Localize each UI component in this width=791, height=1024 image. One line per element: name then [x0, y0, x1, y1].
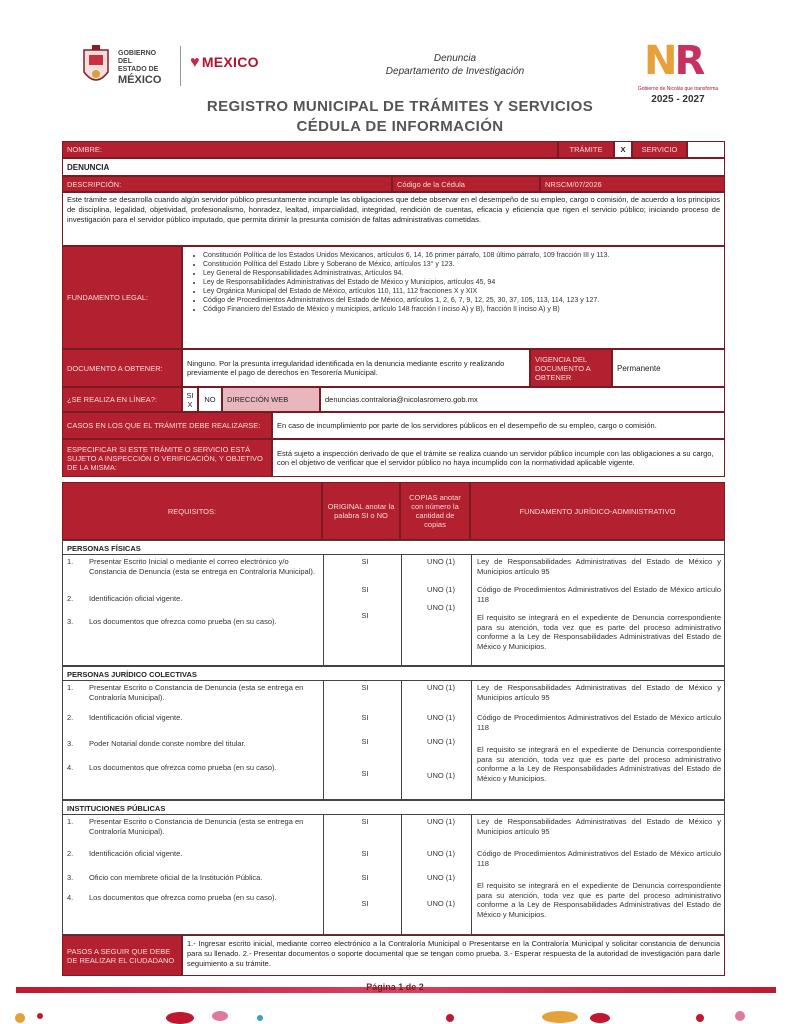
requirement-text: Presentar Escrito o Constancia de Denuncia (esta se entrega en Contraloría Municipal).	[89, 683, 304, 702]
original-value: SI	[361, 557, 369, 566]
row-number: 3.	[67, 873, 74, 882]
requirement-text: Poder Notarial donde conste nombre del titular.	[89, 739, 246, 748]
codigo-label: Código de la Cédula	[392, 176, 540, 192]
tramite-mark: X	[614, 141, 632, 158]
fundamento-text: Código de Procedimientos Administrativos del Estado de México artículo 118	[477, 713, 721, 732]
row-number: 3.	[67, 617, 74, 626]
row-number: 2.	[67, 713, 74, 722]
column-divider	[323, 680, 324, 800]
copias-value: UNO (1)	[427, 585, 455, 594]
row-number: 1.	[67, 817, 74, 826]
requirement-text: Los documentos que ofrezca como prueba (en su caso).	[89, 617, 277, 626]
casos-text: En caso de incumplimiento por parte de los servidores públicos en el desempeño de su empleo, cargo o comisión.	[272, 412, 725, 439]
documento-label: DOCUMENTO A OBTENER:	[62, 349, 182, 387]
fundamento-text: Código de Procedimientos Administrativos del Estado de México artículo 118	[477, 849, 721, 868]
inspeccion-label: ESPECIFICAR SI ESTE TRÁMITE O SERVICIO ESTÁ SUJETO A INSPECCIÓN O VERIFICACIÓN, Y OBJETIVO DE LA MISMA:	[62, 439, 272, 477]
fundamento-text: El requisito se integrará en el expediente de Denuncia correspondiente para su atención, toda vez que es parte del proceso administrativo conforme a la Ley de Responsabilidades Administrativas del Estado de México y Municipios.	[477, 881, 721, 919]
tramite-label: TRÁMITE	[558, 141, 614, 158]
descripcion-text: Este trámite se desarrolla cuando algún servidor público presuntamente incumple las obligaciones que debe observar en el desempeño de su empleo, cargo o comisión, de acuerdo a los principios de disciplina, legalidad, objetividad, profesionalismo, honradez, lealtad, imparcialidad, integridad, rendición de cuentas, eficacia y eficiencia que rigen el servicio público; iniciando proceso de investigación para el servidor público imputado, que permita dirimir la presunta comisión de faltas administrativas cometidas.	[62, 192, 725, 246]
direccion-value: denuncias.contraloria@nicolasromero.gob.mx	[320, 387, 725, 412]
copias-value: UNO (1)	[427, 849, 455, 858]
descripcion-label: DESCRIPCIÓN:	[62, 176, 392, 192]
servicio-label: SERVICIO	[632, 141, 687, 158]
requirements-section	[62, 540, 725, 666]
fundamento-item: • Código Financiero del Estado de México y municipios, artículo 148 fracción I inciso A) y B), fracción II inciso A) y B)	[203, 305, 720, 314]
requisitos-header: REQUISITOS:	[62, 482, 322, 540]
original-value: SI	[361, 611, 369, 620]
fundamento-juridico-header: FUNDAMENTO JURÍDICO-ADMINISTRATIVO	[470, 482, 725, 540]
mexico-logo: ♥ MEXICO	[190, 54, 259, 71]
pasos-text: 1.- Ingresar escrito inicial, mediante correo electrónico a la Contraloría Municipal o Presentarse en la Contraloría Municipal y solicitar constancia de denuncia para su llenado. 2.- Presentar documentos o soporte documental que se tengan como prueba. 3.- Esperar respuesta de la autoridad de investigación para darle seguimiento a su trámite.	[182, 935, 725, 976]
footer-decoration	[0, 1004, 791, 1024]
column-divider	[323, 814, 324, 935]
nombre-value: DENUNCIA	[62, 158, 725, 176]
section-title: INSTITUCIONES PÚBLICAS	[67, 804, 166, 813]
nombre-label: NOMBRE:	[62, 141, 558, 158]
original-value: SI	[361, 769, 369, 778]
fundamento-item: • Ley Orgánica Municipal del Estado de México, artículos 110, 111, 112 fracciones X y XIX	[203, 287, 720, 296]
original-value: SI	[361, 585, 369, 594]
copias-value: UNO (1)	[427, 737, 455, 746]
fundamento-text: Ley de Responsabilidades Administrativas del Estado de México y Municipios artículo 95	[477, 683, 721, 702]
requirements-section	[62, 800, 725, 935]
copias-value: UNO (1)	[427, 557, 455, 566]
requirement-text: Identificación oficial vigente.	[89, 594, 183, 603]
copias-header: COPIAS anotar con número la cantidad de copias	[400, 482, 470, 540]
original-value: SI	[361, 899, 369, 908]
servicio-mark	[687, 141, 725, 158]
original-value: SI	[361, 873, 369, 882]
page-title: REGISTRO MUNICIPAL DE TRÁMITES Y SERVICIOS	[206, 98, 594, 115]
vigencia-value: Permanente	[612, 349, 725, 387]
page-number: Página 1 de 2	[366, 982, 424, 992]
copias-value: UNO (1)	[427, 873, 455, 882]
row-number: 1.	[67, 557, 74, 566]
fundamento-item: • Ley de Responsabilidades Administrativas del Estado de México y Municipios, artículos 45, 94	[203, 278, 720, 287]
inspeccion-text: Está sujeto a inspección derivado de que el trámite se realiza cuando un servidor público incumple con las obligaciones a su cargo, con el objetivo de verificar que el servidor público no haya incumplido con la normatividad aplicable vigente.	[272, 439, 725, 477]
linea-label: ¿SE REALIZA EN LÍNEA?:	[62, 387, 182, 412]
fundamento-text: El requisito se integrará en el expediente de Denuncia correspondiente para su atención, toda vez que es parte del proceso administrativo conforme a la Ley de Responsabilidades Administrativas del Estado de México y Municipios.	[477, 745, 721, 783]
requirement-text: Los documentos que ofrezca como prueba (en su caso).	[89, 893, 277, 902]
requirement-text: Los documentos que ofrezca como prueba (en su caso).	[89, 763, 277, 772]
copias-value: UNO (1)	[427, 713, 455, 722]
original-value: SI	[361, 683, 369, 692]
copias-value: UNO (1)	[427, 899, 455, 908]
fundamento-list	[182, 246, 725, 349]
fundamento-label: FUNDAMENTO LEGAL:	[62, 246, 182, 349]
section-title: PERSONAS JURÍDICO COLECTIVAS	[67, 670, 197, 679]
original-value: SI	[361, 849, 369, 858]
copias-value: UNO (1)	[427, 683, 455, 692]
fundamento-item: • Constitución Política del Estado Libre y Soberano de México, artículos 13° y 123.	[203, 260, 720, 269]
requirement-text: Presentar Escrito Inicial o mediante el correo electrónico y/o Constancia de Denuncia (esta se entrega en Contraloría Municipal).	[89, 557, 315, 576]
section-divider	[63, 680, 725, 681]
original-header: ORIGINAL anotar la palabra SI o NO	[322, 482, 400, 540]
direccion-label: DIRECCIÓN WEB	[222, 387, 320, 412]
row-number: 1.	[67, 683, 74, 692]
requirement-text: Presentar Escrito o Constancia de Denuncia (esta se entrega en Contraloría Municipal).	[89, 817, 304, 836]
row-number: 3.	[67, 739, 74, 748]
fundamento-item: • Constitución Política de los Estados Unidos Mexicanos, artículos 6, 14, 16 primer párrafo, 108 último párrafo, 109 fracción III y 113.	[203, 251, 720, 260]
column-divider	[323, 554, 324, 666]
fundamento-item: • Código de Procedimientos Administrativos del Estado de México, artículos 1, 2, 6, 7, 9, 12, 25, 30, 37, 105, 113, 114, 123 y 127.	[203, 296, 720, 305]
requirements-section	[62, 666, 725, 800]
copias-value: UNO (1)	[427, 603, 455, 612]
fundamento-text: Ley de Responsabilidades Administrativas del Estado de México y Municipios artículo 95	[477, 557, 721, 576]
section-title: PERSONAS FÍSICAS	[67, 544, 141, 553]
requirement-text: Oficio con membrete oficial de la Institución Pública.	[89, 873, 263, 882]
edomex-logo: GOBIERNO DEL ESTADO DE MÉXICO	[80, 44, 172, 90]
nr-logo: NR Gobierno de Nicolás que transforma 2025 - 2027	[637, 38, 719, 105]
coat-of-arms-icon	[80, 44, 112, 88]
heart-icon: ♥	[190, 54, 200, 71]
row-number: 2.	[67, 594, 74, 603]
codigo-value: NRSCM/07/2026	[540, 176, 725, 192]
casos-label: CASOS EN LOS QUE EL TRÁMITE DEBE REALIZARSE:	[62, 412, 272, 439]
section-divider	[63, 814, 725, 815]
row-number: 4.	[67, 893, 74, 902]
documento-text: Ninguno. Por la presunta irregularidad identificada en la denuncia mediante escrito y realizando previamente el pago de derechos en Tesorería Municipal.	[182, 349, 530, 387]
copias-value: UNO (1)	[427, 817, 455, 826]
row-number: 2.	[67, 849, 74, 858]
requirement-text: Identificación oficial vigente.	[89, 849, 183, 858]
linea-si: SI X	[182, 387, 198, 412]
header-department: Denuncia Departamento de Investigación	[385, 53, 525, 77]
original-value: SI	[361, 737, 369, 746]
vigencia-label: VIGENCIA DEL DOCUMENTO A OBTENER	[530, 349, 612, 387]
original-value: SI	[361, 817, 369, 826]
fundamento-text: Ley de Responsabilidades Administrativas del Estado de México y Municipios artículo 95	[477, 817, 721, 836]
copias-value: UNO (1)	[427, 771, 455, 780]
requirement-text: Identificación oficial vigente.	[89, 713, 183, 722]
fundamento-text: Código de Procedimientos Administrativos del Estado de México artículo 118	[477, 585, 721, 604]
fundamento-text: El requisito se integrará en el expediente de Denuncia correspondiente para su atención, toda vez que es parte del proceso administrativo conforme a la Ley de Responsabilidades Administrativas del Estado de México y Municipios.	[477, 613, 721, 651]
original-value: SI	[361, 713, 369, 722]
section-divider	[63, 554, 725, 555]
header-divider	[180, 46, 181, 86]
linea-no: NO	[198, 387, 222, 412]
page-subtitle: CÉDULA DE INFORMACIÓN	[296, 118, 504, 135]
fundamento-item: • Ley General de Responsabilidades Administrativas, Artículos 94.	[203, 269, 720, 278]
row-number: 4.	[67, 763, 74, 772]
pasos-label: PASOS A SEGUIR QUE DEBE DE REALIZAR EL CIUDADANO	[62, 935, 182, 976]
